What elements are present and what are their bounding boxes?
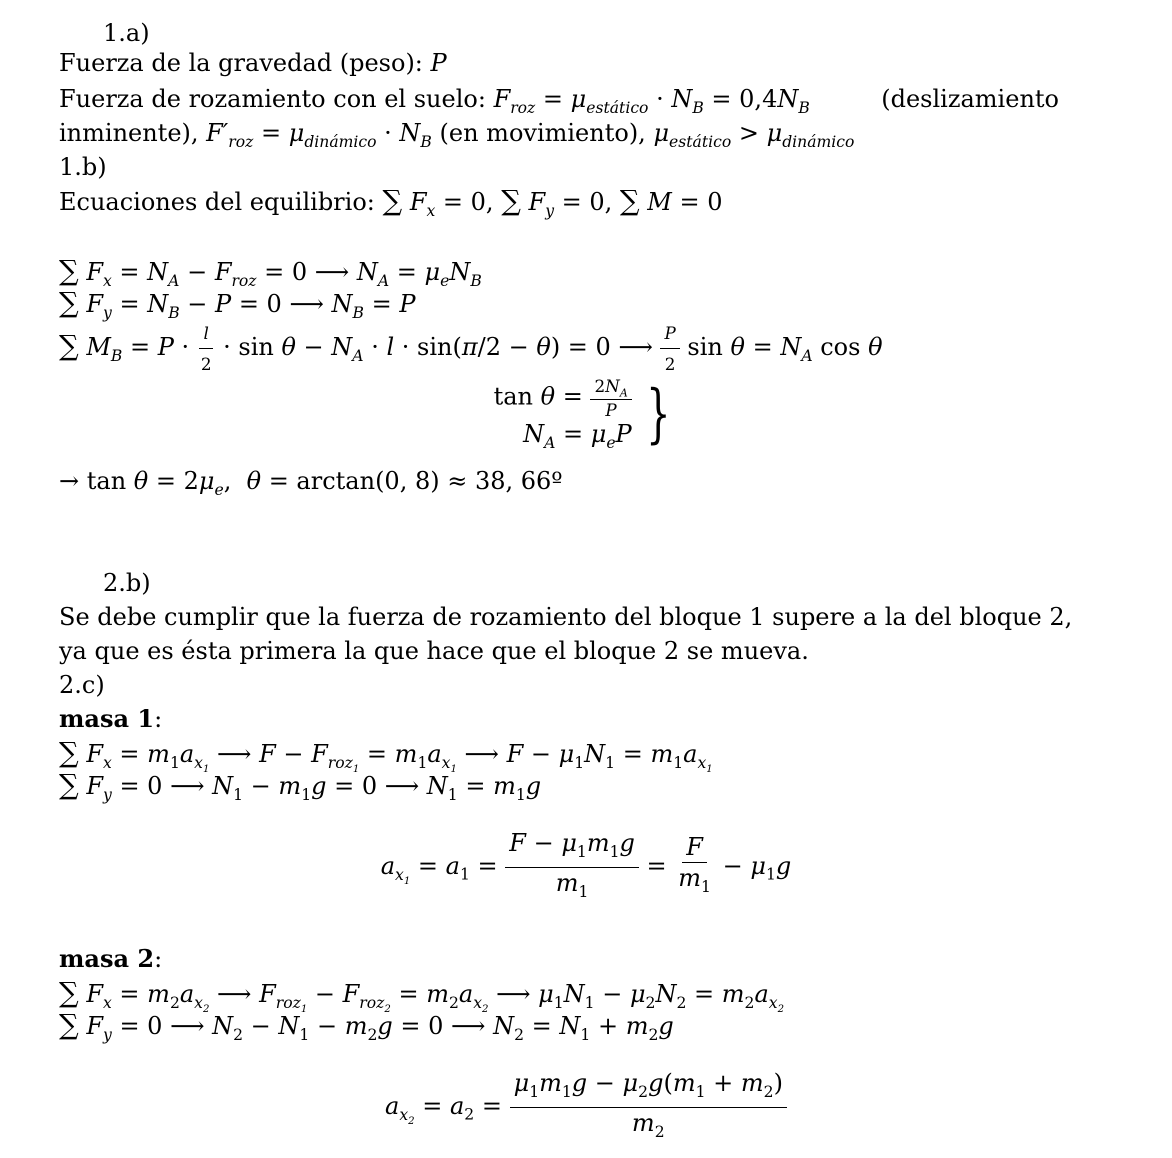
friction-text: Fuerza de rozamiento con el suelo: xyxy=(59,85,494,113)
gravity-text: Fuerza de la gravedad (peso): xyxy=(59,49,431,77)
friction-line-1 xyxy=(59,84,1059,123)
friction-suffix: (deslizamiento xyxy=(881,85,1059,113)
dynamic-friction-equation: $F'_{roz} = \mu_{dinámico} \cdot N_B$ xyxy=(206,119,432,151)
system-tan-equation: tan θ = $\frac{2N_A}{P}$ xyxy=(494,376,632,420)
mu-inequality: $\mu_{estático} > \mu_{dinámico}$ xyxy=(653,119,855,151)
equation-sum-fy: ∑ $F_y = N_B - P = 0$ ⟶ $N_B = P$ xyxy=(59,286,416,322)
equilibrium-line xyxy=(59,186,722,226)
gravity-symbol: P xyxy=(430,49,447,77)
masa-2-heading: masa 2: xyxy=(59,944,163,973)
friction-line2-middle: (en movimiento), xyxy=(439,119,654,147)
equation-sum-fx: ∑ $F_x = N_A - F_{roz} = 0$ ⟶ $N_A = \mu_eN_B$ xyxy=(59,254,482,290)
section-2b-heading: 2.b) xyxy=(103,569,151,597)
masa-2-sum-fx: ∑ $F_x = m_2a_{x_2}$ ⟶ $F_{roz_1} - F_{roz_2} = m_2a_{x_2}$ ⟶ $\mu_1N_1 - \mu_2N_2 = m_2a_{x_2}$ xyxy=(59,976,785,1015)
text-2b-line-1: Se debe cumplir que la fuerza de rozamiento del bloque 1 supere a la del bloque 2, xyxy=(59,603,1073,631)
result-1b: → $\tan \theta = 2\mu_e$, θ = arctan(0, 8) ≈ 38, 66º xyxy=(59,467,563,499)
masa-2-sum-fy: ∑ $F_y = 0$ ⟶ $N_2 - N_1 - m_2g = 0$ ⟶ $N_2 = N_1 + m_2g$ xyxy=(59,1008,674,1044)
right-brace: } xyxy=(645,377,671,452)
masa-1-acceleration: $a_{x_1} = a_1$ = $\frac{F - \mu_1m_1g}{m_1}$ = $\frac{F}{m_1}$ − $\mu_1g$ xyxy=(380,829,792,901)
friction-line2-prefix: inminente), xyxy=(59,119,207,147)
equilibrium-equations: ∑ $F_x = 0$, ∑ $F_y = 0$, ∑ M = 0 xyxy=(382,184,723,220)
equation-sum-moments: ∑ $M_B = P$ · $\frac{l}{2}$ · $\sin \theta - N_A \cdot l \cdot \sin(\pi/2 - \theta) = 0$ ⟶ $\frac{P}{2}$ $\sin \theta = N_A$ cos θ xyxy=(59,318,883,379)
equilibrium-text: Ecuaciones del equilibrio: xyxy=(59,188,383,216)
friction-equation: $F_{roz} = \mu_{estático} \cdot N_B = 0,4N_B$ xyxy=(493,85,810,117)
masa-1-heading: masa 1: xyxy=(59,704,163,733)
masa-1-sum-fy: ∑ $F_y = 0$ ⟶ $N_1 - m_1g = 0$ ⟶ $N_1 = m_1g$ xyxy=(59,768,542,804)
section-1a-heading: 1.a) xyxy=(103,19,150,47)
masa-1-label: masa 1 xyxy=(59,704,155,733)
gravity-line xyxy=(59,48,447,78)
friction-line-2 xyxy=(59,118,854,157)
masa-1-sum-fx: ∑ $F_x = m_1a_{x_1}$ ⟶ $F - F_{roz_1} = m_1a_{x_1}$ ⟶ $F - \mu_1N_1 = m_1a_{x_1}$ xyxy=(59,736,713,775)
masa-2-label: masa 2 xyxy=(59,944,155,973)
text-2b-line-2: ya que es ésta primera la que hace que el bloque 2 se mueva. xyxy=(59,637,809,665)
masa-2-acceleration: $a_{x_2} = a_2$ = $\frac{\mu_1m_1g - \mu_2g(m_1 + m_2)}{m_2}$ xyxy=(0,1068,1172,1147)
section-2c-heading: 2.c) xyxy=(59,671,105,699)
section-1b-heading: 1.b) xyxy=(59,153,107,181)
system-na-equation: $N_A = \mu_eP$ xyxy=(523,420,632,453)
equation-system xyxy=(0,376,1172,452)
